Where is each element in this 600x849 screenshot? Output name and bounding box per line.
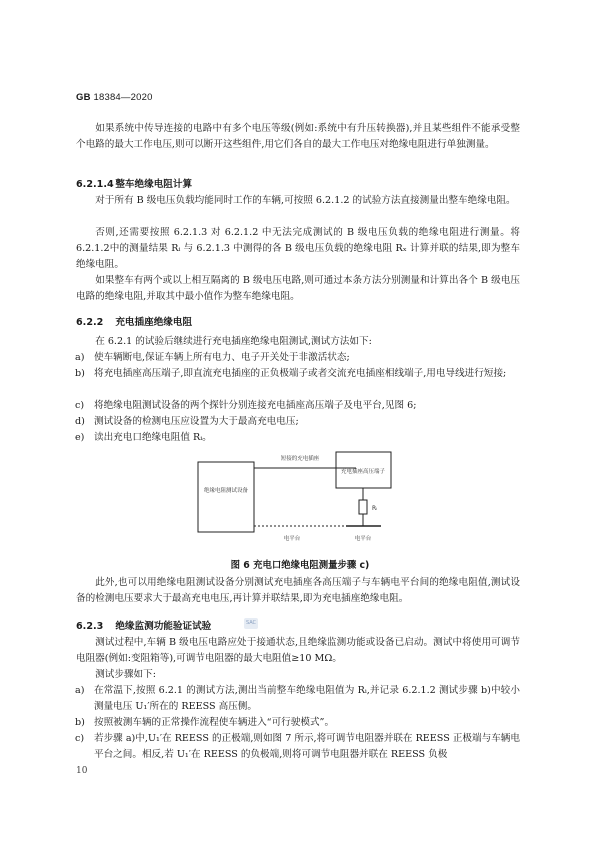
paragraph: 在 6.2.1 的试验后继续进行充电插座绝缘电阻测试,测试方法如下: bbox=[95, 336, 372, 347]
paragraph: 对于所有 B 级电压负载均能同时工作的车辆,可按照 6.2.1.2 的试验方法直接测量出整车绝缘电阻。 bbox=[95, 195, 516, 206]
section-number: 6.2.3 bbox=[76, 621, 104, 632]
paragraph: 此外,也可以用绝缘电阻测试设备分别测试充电插座各高压端子与车辆电平台间的绝缘电阻值,测试设备的检测电压要求大于最高充电电压,再计算并联结果,即为充电插座绝缘电阻。 bbox=[76, 577, 520, 604]
list-item: c) 若步骤 a)中,U₁′在 REESS 的正极端,则如图 7 所示,将可调节电阻器并联在 REESS 正极端与车辆电平台之间。相反,若 U₁′在 REESS 的负极端,则将可调节电阻器并联在 REESS 负极 bbox=[75, 733, 520, 760]
section-title: 充电插座绝缘电阻 bbox=[115, 317, 193, 328]
std-number: 18384—2020 bbox=[93, 92, 153, 103]
paragraph: 否则,还需要按照 6.2.1.3 对 6.2.1.2 中无法完成测试的 B 级电压负载的绝缘电阻进行测量。将 6.2.1.2中的测量结果 Rᵢ 与 6.2.1.3 中测得的各 B 级电压负载的绝缘电阻 Rₓ 计算并联的结果,即为整车绝缘电阻。 bbox=[76, 227, 520, 270]
top-wire-label: 短接的充电插座 bbox=[280, 456, 320, 462]
instrument-label: 绝缘电阻测试设备 bbox=[203, 488, 249, 494]
page-number: 10 bbox=[76, 766, 88, 776]
list-item: b) 按照被测车辆的正常操作流程使车辆进入“可行驶模式”。 bbox=[75, 717, 335, 728]
section-number: 6.2.1.4 bbox=[76, 179, 114, 190]
bottom-right-label: 电平台 bbox=[354, 536, 372, 542]
charging-socket-label: 充电插座高压端子 bbox=[340, 469, 386, 475]
intro-paragraph: 如果系统中传导连接的电路中有多个电压等级(例如:系统中有升压转换器),并且某些组件不能承受整个电路的最大工作电压,则可以断开这些组件,用它们各自的最大工作电压对绝缘电阻进行单独测量。 bbox=[76, 123, 520, 150]
resistor-label: Rᵢ bbox=[372, 505, 378, 512]
figure-caption: 图 6 充电口绝缘电阻测量步骤 c) bbox=[230, 560, 370, 571]
list-item: d) 测试设备的检测电压应设置为大于最高充电电压; bbox=[75, 416, 299, 427]
paragraph: 测试步骤如下: bbox=[95, 669, 156, 680]
list-item: a) 在常温下,按照 6.2.1 的测试方法,测出当前整车绝缘电阻值为 Rᵢ,并记录 6.2.1.2 测试步骤 b)中较小测量电压 U₁′所在的 REESS 高压侧。 bbox=[75, 685, 520, 712]
section-number: 6.2.2 bbox=[76, 317, 104, 328]
instrument-box bbox=[198, 462, 254, 532]
list-item: e) 读出充电口绝缘电阻值 Rᵢ。 bbox=[75, 432, 212, 443]
section-heading-6-2-1-4 bbox=[76, 176, 192, 190]
paragraph: 如果整车有两个或以上相互隔离的 B 级电压电路,则可通过本条方法分别测量和计算出各个 B 级电压电路的绝缘电阻,并取其中最小值作为整车绝缘电阻。 bbox=[76, 275, 520, 302]
section-heading-6-2-3 bbox=[76, 618, 211, 632]
section-title: 绝缘监测功能验证试验 bbox=[115, 621, 212, 632]
list-item: c) 将绝缘电阻测试设备的两个探针分别连接充电插座高压端子及电平台,见图 6; bbox=[75, 400, 417, 411]
resistor bbox=[359, 500, 367, 514]
paragraph: 测试过程中,车辆 B 级电压电路应处于接通状态,且绝缘监测功能或设备已启动。测试中将使用可调节电阻器(例如:变阻箱等),可调节电阻器的最大电阻值≥10 MΩ。 bbox=[76, 637, 520, 664]
list-item: b) 将充电插座高压端子,即直流充电插座的正负极端子或者交流充电插座相线端子,用电导线进行短接; bbox=[75, 368, 507, 379]
list-item: a) 使车辆断电,保证车辆上所有电力、电子开关处于非激活状态; bbox=[75, 352, 350, 363]
section-heading-6-2-2 bbox=[76, 314, 192, 328]
sac-logo: SAC bbox=[244, 618, 258, 629]
section-title: 整车绝缘电阻计算 bbox=[115, 179, 193, 190]
bottom-left-label: 电平台 bbox=[283, 536, 301, 542]
standard-number bbox=[76, 92, 153, 103]
figure-6-diagram bbox=[196, 440, 406, 545]
std-prefix: GB bbox=[76, 92, 91, 103]
